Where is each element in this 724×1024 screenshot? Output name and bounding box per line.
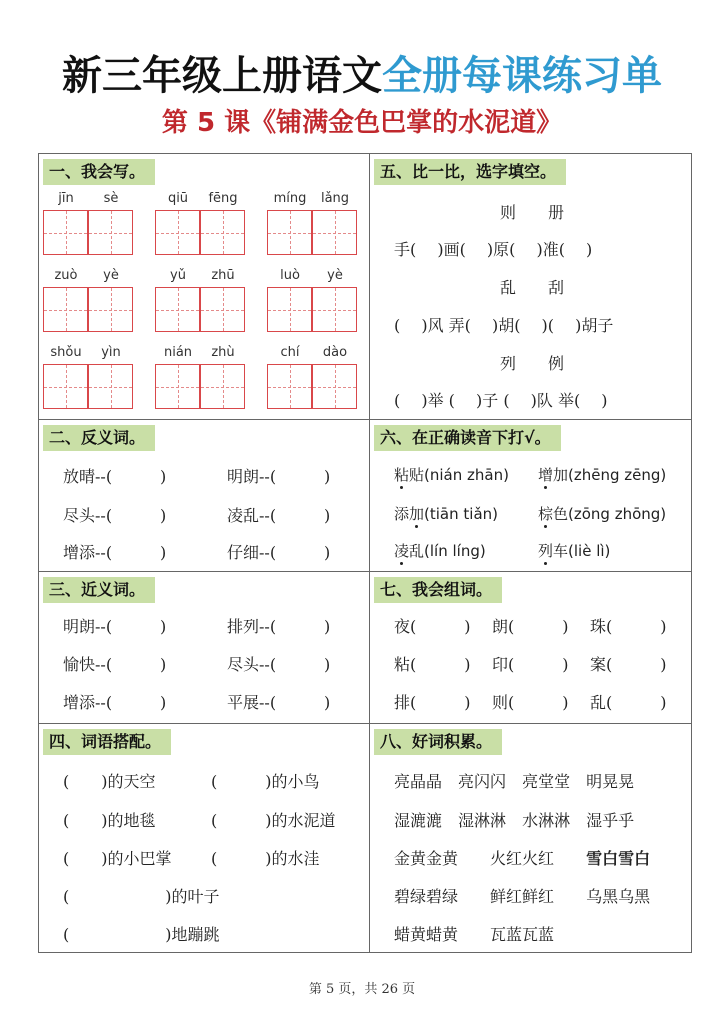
writing-box[interactable] — [200, 364, 245, 409]
section-write — [39, 154, 369, 419]
pinyin-label: qiū — [167, 191, 189, 206]
antonym-item: 增添--( ) — [63, 543, 167, 562]
writing-box[interactable] — [43, 210, 88, 255]
pinyin-label: zhù — [211, 345, 235, 360]
pinyin-label: zuò — [54, 268, 78, 283]
pronunciation-item: 添加(tiān tiǎn) — [394, 505, 498, 523]
section-synonyms — [39, 572, 369, 723]
word-item: 则( ) — [492, 693, 569, 712]
pronunciation-item: 增加(zhēng zēng) — [538, 466, 667, 484]
word-row: 亮晶晶 亮闪闪 亮堂堂 明晃晃 — [394, 772, 635, 791]
pinyin-label: sè — [103, 191, 119, 206]
pinyin-label: dào — [322, 345, 348, 360]
antonym-item: 明朗--( ) — [227, 467, 331, 486]
writing-box[interactable] — [267, 364, 312, 409]
pronunciation-item: 粘贴(nián zhān) — [394, 466, 509, 484]
title-part1: 新三年级上册语文 — [62, 53, 382, 99]
title-part2: 全册每课练习单 — [382, 53, 662, 99]
pronunciation-item: 列车(liè lì) — [538, 542, 611, 560]
section-pronunciation — [370, 420, 692, 571]
writing-box[interactable] — [88, 364, 133, 409]
antonym-item: 仔细--( ) — [227, 543, 331, 562]
pinyin-label: fēng — [208, 191, 238, 206]
synonym-item: 增添--( ) — [63, 693, 167, 712]
synonym-item: 排列--( ) — [227, 617, 331, 636]
word-item: 排( ) — [394, 693, 471, 712]
page-title — [0, 52, 724, 100]
lesson-subtitle: 第 5 课《铺满金色巴掌的水泥道》 — [161, 108, 563, 138]
pinyin-label: zhū — [211, 268, 235, 283]
word-item: 夜( ) — [394, 617, 471, 636]
collocation-item: ( )的地毯 — [63, 811, 156, 830]
collocation-item: ( )的叶子 — [63, 887, 220, 906]
section-header: 五、比一比，选字填空。 — [374, 159, 566, 185]
word-item: 案( ) — [590, 655, 667, 674]
writing-box[interactable] — [267, 287, 312, 332]
collocation-item: ( )的天空 — [63, 772, 156, 791]
writing-box[interactable] — [312, 287, 357, 332]
section-header: 二、反义词。 — [43, 425, 155, 451]
section-antonyms — [39, 420, 369, 571]
pronunciation-item: 凌乱(lín líng) — [394, 542, 486, 560]
writing-box[interactable] — [267, 210, 312, 255]
writing-box[interactable] — [155, 364, 200, 409]
section-header: 四、词语搭配。 — [43, 729, 171, 755]
writing-box[interactable] — [312, 364, 357, 409]
antonym-item: 凌乱--( ) — [227, 506, 331, 525]
pinyin-label: lǎng — [320, 191, 350, 206]
word-item: 珠( ) — [590, 617, 667, 636]
writing-box[interactable] — [155, 287, 200, 332]
word-item: 乱( ) — [590, 693, 667, 712]
pinyin-label: míng — [273, 191, 307, 206]
section-collocation — [39, 724, 369, 952]
writing-box[interactable] — [200, 210, 245, 255]
word-item: 印( ) — [492, 655, 569, 674]
synonym-item: 平展--( ) — [227, 693, 331, 712]
antonym-item: 尽头--( ) — [63, 506, 167, 525]
page-footer: 第 5 页，共 26 页 — [308, 982, 416, 997]
char-pair: 乱 刮 — [500, 278, 565, 297]
word-row: 蜡黄蜡黄 瓦蓝瓦蓝 — [394, 925, 555, 944]
collocation-item: ( )的小巴掌 — [63, 849, 172, 868]
writing-box[interactable] — [155, 210, 200, 255]
char-pair: 列 例 — [500, 354, 565, 373]
pinyin-label: yìn — [101, 345, 121, 360]
section-header: 三、近义词。 — [43, 577, 155, 603]
word-row: 碧绿碧绿 鲜红鲜红 乌黑乌黑 — [394, 887, 651, 906]
collocation-item: ( )地蹦跳 — [63, 925, 220, 944]
antonym-item: 放晴--( ) — [63, 467, 167, 486]
word-item: 朗( ) — [492, 617, 569, 636]
pinyin-label: yè — [327, 268, 343, 283]
section-header: 一、我会写。 — [43, 159, 155, 185]
section-header: 八、好词积累。 — [374, 729, 502, 755]
writing-box[interactable] — [43, 364, 88, 409]
word-row: 湿漉漉 湿淋淋 水淋淋 湿乎乎 — [394, 811, 635, 830]
fill-line: ( )风 弄( )胡( )( )胡子 — [394, 316, 614, 335]
collocation-item: ( )的小鸟 — [211, 772, 320, 791]
writing-box[interactable] — [88, 287, 133, 332]
section-compare — [370, 154, 692, 419]
section-good-words — [370, 724, 692, 952]
word-item: 粘( ) — [394, 655, 471, 674]
writing-box[interactable] — [200, 287, 245, 332]
pinyin-label: shǒu — [50, 345, 82, 360]
worksheet-grid — [38, 153, 692, 953]
section-word-building — [370, 572, 692, 723]
pinyin-label: yǔ — [170, 268, 186, 283]
section-header: 六、在正确读音下打√。 — [374, 425, 561, 451]
pinyin-label: yè — [103, 268, 119, 283]
fill-line: 手( )画( )原( )准( ) — [394, 240, 593, 259]
writing-box[interactable] — [43, 287, 88, 332]
synonym-item: 明朗--( ) — [63, 617, 167, 636]
pinyin-label: jīn — [58, 191, 74, 206]
section-header: 七、我会组词。 — [374, 577, 502, 603]
writing-box[interactable] — [312, 210, 357, 255]
pinyin-label: luò — [280, 268, 300, 283]
char-pair: 则 册 — [500, 203, 565, 222]
synonym-item: 尽头--( ) — [227, 655, 331, 674]
fill-line: ( )举 ( )子 ( )队 举( ) — [394, 391, 608, 410]
writing-box[interactable] — [88, 210, 133, 255]
pronunciation-item: 棕色(zōng zhōng) — [538, 505, 667, 523]
synonym-item: 愉快--( ) — [63, 655, 167, 674]
collocation-item: ( )的水洼 — [211, 849, 320, 868]
pinyin-label: chí — [280, 345, 300, 360]
word-row: 金黄金黄 火红火红 雪白雪白 — [394, 849, 651, 868]
collocation-item: ( )的水泥道 — [211, 811, 336, 830]
pinyin-label: nián — [163, 345, 193, 360]
